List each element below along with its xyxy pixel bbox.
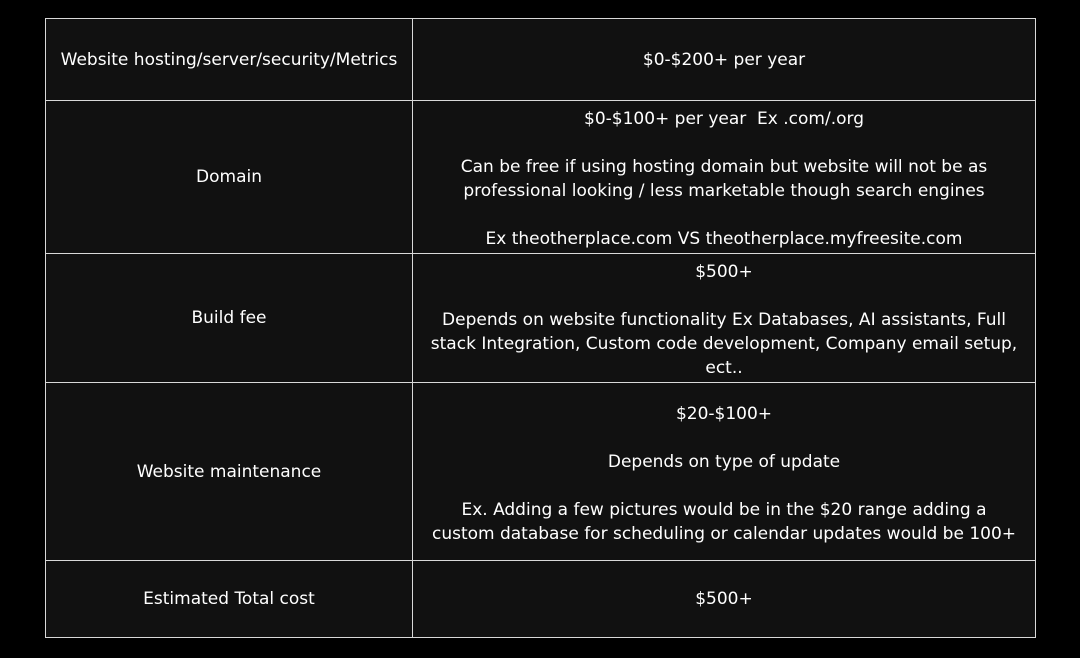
hosting-label: Website hosting/server/security/Metrics [46,19,413,101]
table-row-total [46,561,1036,638]
maintenance-example-line-1: Ex. Adding a few pictures would be in the $20 range adding a [461,499,987,520]
table-row-hosting [46,19,1036,101]
maintenance-example-line-2: custom database for scheduling or calendar updates would be 100+ [431,523,1017,544]
domain-note-line-2: professional looking / less marketable though search engines [463,181,985,201]
spacer [421,203,1027,227]
table-row-maintenance [46,383,1036,561]
build-note-line-2: stack Integration, Custom code development, Company email setup, [430,334,1018,354]
hosting-value [413,19,1036,101]
total-label: Estimated Total cost [46,561,413,638]
spacer [421,426,1027,450]
build-price: $500+ [695,262,753,282]
table-row-domain [46,101,1036,254]
build-note-line-3: ect.. [705,358,743,378]
build-label: Build fee [46,254,413,383]
spacer [421,474,1027,498]
hosting-price: $0-$200+ per year [642,49,806,70]
domain-price: $0-$100+ per year Ex .com/.org [584,109,864,129]
maintenance-label: Website maintenance [46,383,413,561]
build-note-line-1: Depends on website functionality Ex Databases, AI assistants, Full [442,310,1006,330]
domain-label: Domain [46,101,413,254]
cost-table [45,18,1036,638]
domain-note-line-1: Can be free if using hosting domain but website will not be as [460,157,988,177]
spacer [421,284,1027,308]
total-price: $500+ [695,589,753,609]
domain-example: Ex theotherplace.com VS theotherplace.myfreesite.com [485,229,963,249]
maintenance-value [413,383,1036,561]
maintenance-note: Depends on type of update [607,451,841,472]
maintenance-price: $20-$100+ [675,403,773,424]
spacer [421,131,1027,155]
total-value [413,561,1036,638]
build-value [413,254,1036,383]
table-row-build [46,254,1036,383]
domain-value [413,101,1036,254]
